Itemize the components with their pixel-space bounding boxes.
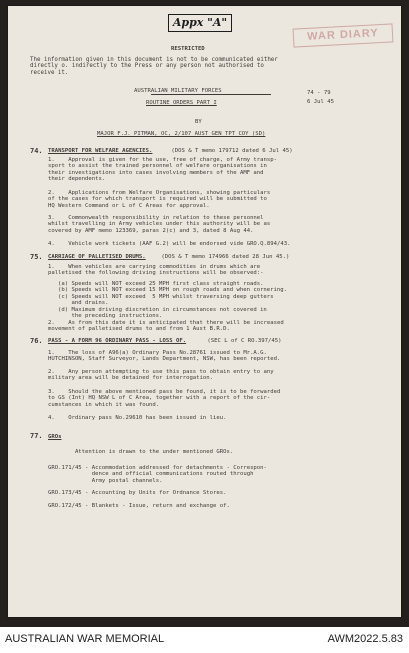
item-title: CARRIAGE OF PALLETISED DRUMS. [48,254,146,260]
institution-name: AUSTRALIAN WAR MEMORIAL [5,633,165,645]
item-paragraph: 1. The loss of A96(a) Ordinary Pass No.28761 issued to Mr.A.G. HUTCHINSON, Staff Surveyor, Lands Department, NSW, has been reported. [48,350,281,363]
item-paragraph: Attention is drawn to the under mentioned GROs. [48,449,234,455]
header-date: 6 Jul 45 [307,99,334,105]
gro-entry: GRO.171/45 - Accommodation addressed for detachments - Correspon- dence and official communications routed through Army postal channels. [48,465,267,484]
driving-instructions: (a) Speeds will NOT exceed 25 MPH first class straight roads. (b) Speeds will NOT exceed 15 MPH on rough roads and when cornering. (c) Speeds will NOT exceed 5 MPH whilst traversing deep gutters and drains. (d) Maximum driving discretion in circumstances not covered in the preceding instructions. [58,281,288,320]
item-paragraph: 3. Commonwealth responsibility in relation to these personnel whilst travelling in Army vehicles under this authority will be as covered by AMF memo 123369, paras 2(c) and 3, dated 8 Aug 44. [48,215,271,234]
header-ref-number: 74 - 79 [307,90,331,96]
archive-reference: AWM2022.5.83 [327,633,403,645]
gro-entry: GRO.172/45 - Blankets - Issue, return and exchange of. [48,503,230,509]
gro-entry: GRO.173/45 - Accounting by Units for Ordnance Stores. [48,490,227,496]
header-routine: ROUTINE ORDERS PART I [146,100,217,106]
header-major: MAJOR F.J. PITMAN, OC, 2/107 AUST GEN TPT COY (SD) [97,131,266,137]
appendix-label: Appx "A" [168,14,232,32]
item-reference: (SEC L of C RO.397/45) [204,338,282,344]
header-by: BY [195,119,202,125]
header-force: AUSTRALIAN MILITARY FORCES [134,88,222,94]
item-title: PASS - A FORM 96 ORDINARY PASS - LOSS OF. [48,338,187,344]
item-number: 74. [30,147,43,155]
item-paragraph: 2. As from this date it is anticipated that there will be increased movement of palletised drums to and from 1 Aust B.R.D. [48,320,284,333]
item-paragraph: 2. Applications from Welfare Organisations, showing particulars of the cases for which transport is required will be submitted to HQ Western Command or L of C Areas for approval. [48,190,271,209]
item-reference: (DOS & T memo 174966 dated 28 Jun 45.) [158,254,290,260]
restricted-heading: RESTRICTED [171,46,205,52]
item-paragraph: 1. When vehicles are carrying commodities in drums which are palletised the following driving instructions will be observed:- [48,264,264,277]
item-paragraph: 1. Approval is given for the use, free of charge, of Army transp- sport to assist the trained personnel of welfare organisations in their investigations into cases involving members of the AMF and their dependents. [48,157,278,183]
item-number: 77. [30,432,43,440]
header-rule [151,94,271,95]
item-paragraph: 4. Ordinary pass No.29610 has been issued in lieu. [48,415,227,421]
item-paragraph: 2. Any person attempting to use this pass to obtain entry to any military area will be detained for interrogation. [48,369,274,382]
document-page [8,6,401,617]
item-number: 75. [30,253,43,261]
intro-notice: The information given in this document is not to be communicated either directly o. indirectly to the Press or any person not authorised to receive it. [30,57,278,76]
war-diary-stamp: WAR DIARY [293,23,394,47]
item-title: GROs [48,434,62,440]
item-title: TRANSPORT FOR WELFARE AGENCIES. [48,148,153,154]
item-number: 76. [30,337,43,345]
item-paragraph: 3. Should the above mentioned pass be found, it is to be forwarded to GS (Int) HQ NSW L of C Area, together with a report of the cir- cumstances in which it was found. [48,389,281,408]
archive-footer [0,627,409,653]
item-reference: (DOS & T memo 179712 dated 6 Jul 45) [168,148,293,154]
item-paragraph: 4. Vehicle work tickets (AAF G.2) will be endorsed vide GRO.Q.894/43. [48,241,291,247]
